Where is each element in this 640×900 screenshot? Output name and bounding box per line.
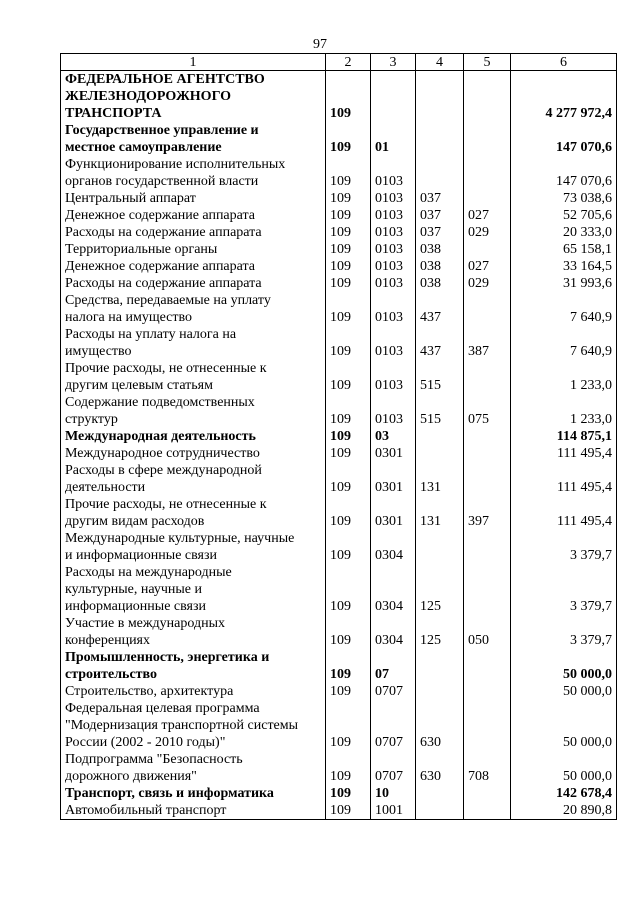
amount-cell: 111 495,4 bbox=[511, 462, 617, 496]
ministry-code-cell: 109 bbox=[326, 258, 371, 275]
table-row bbox=[61, 258, 617, 275]
expense-type-cell: 387 bbox=[464, 326, 511, 360]
section-code-cell: 0103 bbox=[371, 292, 416, 326]
row-name-cell: Федеральная целевая программа "Модернизация транспортной системы России (2002 - 2010 годы)" bbox=[61, 700, 326, 751]
expense-type-cell bbox=[464, 156, 511, 190]
page-number: 97 bbox=[313, 37, 327, 52]
column-header: 6 bbox=[511, 54, 617, 71]
section-code-cell: 0103 bbox=[371, 207, 416, 224]
target-article-cell bbox=[416, 445, 464, 462]
amount-cell: 1 233,0 bbox=[511, 360, 617, 394]
target-article-cell: 038 bbox=[416, 258, 464, 275]
expense-type-cell bbox=[464, 292, 511, 326]
amount-cell: 147 070,6 bbox=[511, 122, 617, 156]
row-name-cell: Международное сотрудничество bbox=[61, 445, 326, 462]
row-name-cell: Расходы в сфере международной деятельности bbox=[61, 462, 326, 496]
ministry-code-cell: 109 bbox=[326, 564, 371, 615]
table-row bbox=[61, 564, 617, 615]
expense-type-cell: 027 bbox=[464, 258, 511, 275]
amount-cell: 7 640,9 bbox=[511, 292, 617, 326]
section-code-cell: 0103 bbox=[371, 275, 416, 292]
section-code-cell: 0707 bbox=[371, 751, 416, 785]
target-article-cell: 437 bbox=[416, 292, 464, 326]
target-article-cell bbox=[416, 122, 464, 156]
ministry-code-cell: 109 bbox=[326, 496, 371, 530]
expense-type-cell bbox=[464, 683, 511, 700]
target-article-cell bbox=[416, 649, 464, 683]
section-code-cell: 0103 bbox=[371, 241, 416, 258]
amount-cell: 114 875,1 bbox=[511, 428, 617, 445]
row-name-cell: Прочие расходы, не отнесенные к другим видам расходов bbox=[61, 496, 326, 530]
ministry-code-cell: 109 bbox=[326, 700, 371, 751]
amount-cell: 142 678,4 bbox=[511, 785, 617, 802]
ministry-code-cell: 109 bbox=[326, 241, 371, 258]
section-code-cell: 0304 bbox=[371, 564, 416, 615]
row-name-cell: Денежное содержание аппарата bbox=[61, 207, 326, 224]
ministry-code-cell: 109 bbox=[326, 207, 371, 224]
section-code-cell: 10 bbox=[371, 785, 416, 802]
amount-cell: 33 164,5 bbox=[511, 258, 617, 275]
table-row bbox=[61, 394, 617, 428]
ministry-code-cell: 109 bbox=[326, 445, 371, 462]
target-article-cell bbox=[416, 785, 464, 802]
ministry-code-cell: 109 bbox=[326, 326, 371, 360]
table-row bbox=[61, 649, 617, 683]
column-header: 4 bbox=[416, 54, 464, 71]
section-code-cell: 0103 bbox=[371, 326, 416, 360]
table-row bbox=[61, 615, 617, 649]
table-row bbox=[61, 785, 617, 802]
expense-type-cell: 027 bbox=[464, 207, 511, 224]
ministry-code-cell: 109 bbox=[326, 122, 371, 156]
target-article-cell: 038 bbox=[416, 241, 464, 258]
amount-cell: 4 277 972,4 bbox=[511, 71, 617, 123]
row-name-cell: Международная деятельность bbox=[61, 428, 326, 445]
expense-type-cell bbox=[464, 445, 511, 462]
expense-type-cell bbox=[464, 241, 511, 258]
ministry-code-cell: 109 bbox=[326, 649, 371, 683]
row-name-cell: Строительство, архитектура bbox=[61, 683, 326, 700]
target-article-cell bbox=[416, 802, 464, 820]
expense-type-cell bbox=[464, 649, 511, 683]
table-row bbox=[61, 700, 617, 751]
table-row bbox=[61, 462, 617, 496]
amount-cell: 3 379,7 bbox=[511, 615, 617, 649]
ministry-code-cell: 109 bbox=[326, 615, 371, 649]
target-article-cell bbox=[416, 683, 464, 700]
table-row bbox=[61, 428, 617, 445]
ministry-code-cell: 109 bbox=[326, 394, 371, 428]
table-row bbox=[61, 156, 617, 190]
table-row bbox=[61, 122, 617, 156]
expense-type-cell bbox=[464, 564, 511, 615]
amount-cell: 1 233,0 bbox=[511, 394, 617, 428]
amount-cell: 111 495,4 bbox=[511, 496, 617, 530]
row-name-cell: Международные культурные, научные и информационные связи bbox=[61, 530, 326, 564]
target-article-cell: 131 bbox=[416, 496, 464, 530]
expense-type-cell bbox=[464, 122, 511, 156]
section-code-cell: 01 bbox=[371, 122, 416, 156]
expense-type-cell bbox=[464, 462, 511, 496]
row-name-cell: Денежное содержание аппарата bbox=[61, 258, 326, 275]
amount-cell: 3 379,7 bbox=[511, 530, 617, 564]
column-header: 1 bbox=[61, 54, 326, 71]
section-code-cell: 0707 bbox=[371, 700, 416, 751]
ministry-code-cell: 109 bbox=[326, 428, 371, 445]
table-row bbox=[61, 326, 617, 360]
amount-cell: 111 495,4 bbox=[511, 445, 617, 462]
amount-cell: 50 000,0 bbox=[511, 751, 617, 785]
section-code-cell: 0103 bbox=[371, 190, 416, 207]
table-row bbox=[61, 683, 617, 700]
amount-cell: 50 000,0 bbox=[511, 683, 617, 700]
row-name-cell: Функционирование исполнительных органов государственной власти bbox=[61, 156, 326, 190]
section-code-cell: 0103 bbox=[371, 394, 416, 428]
section-code-cell: 07 bbox=[371, 649, 416, 683]
target-article-cell: 515 bbox=[416, 360, 464, 394]
target-article-cell bbox=[416, 156, 464, 190]
section-code-cell: 0304 bbox=[371, 530, 416, 564]
target-article-cell: 037 bbox=[416, 224, 464, 241]
target-article-cell: 038 bbox=[416, 275, 464, 292]
expense-type-cell: 050 bbox=[464, 615, 511, 649]
section-code-cell: 1001 bbox=[371, 802, 416, 820]
table-row bbox=[61, 802, 617, 820]
row-name-cell: Расходы на содержание аппарата bbox=[61, 275, 326, 292]
row-name-cell: Средства, передаваемые на уплату налога на имущество bbox=[61, 292, 326, 326]
row-name-cell: Подпрограмма "Безопасность дорожного движения" bbox=[61, 751, 326, 785]
row-name-cell: Транспорт, связь и информатика bbox=[61, 785, 326, 802]
table-row bbox=[61, 207, 617, 224]
expense-type-cell bbox=[464, 360, 511, 394]
row-name-cell: Расходы на международные культурные, научные и информационные связи bbox=[61, 564, 326, 615]
ministry-code-cell: 109 bbox=[326, 292, 371, 326]
ministry-code-cell: 109 bbox=[326, 71, 371, 123]
ministry-code-cell: 109 bbox=[326, 802, 371, 820]
target-article-cell: 515 bbox=[416, 394, 464, 428]
amount-cell: 65 158,1 bbox=[511, 241, 617, 258]
ministry-code-cell: 109 bbox=[326, 683, 371, 700]
row-name-cell: Промышленность, энергетика и строительство bbox=[61, 649, 326, 683]
section-code-cell: 0103 bbox=[371, 224, 416, 241]
expense-type-cell: 029 bbox=[464, 275, 511, 292]
row-name-cell: Расходы на уплату налога на имущество bbox=[61, 326, 326, 360]
amount-cell: 52 705,6 bbox=[511, 207, 617, 224]
row-name-cell: Автомобильный транспорт bbox=[61, 802, 326, 820]
amount-cell: 7 640,9 bbox=[511, 326, 617, 360]
table-header bbox=[61, 54, 617, 71]
expense-type-cell bbox=[464, 190, 511, 207]
ministry-code-cell: 109 bbox=[326, 751, 371, 785]
amount-cell: 50 000,0 bbox=[511, 700, 617, 751]
target-article-cell: 037 bbox=[416, 190, 464, 207]
amount-cell: 31 993,6 bbox=[511, 275, 617, 292]
ministry-code-cell: 109 bbox=[326, 785, 371, 802]
table-row bbox=[61, 71, 617, 123]
amount-cell: 20 333,0 bbox=[511, 224, 617, 241]
section-code-cell: 0103 bbox=[371, 360, 416, 394]
expense-type-cell bbox=[464, 71, 511, 123]
ministry-code-cell: 109 bbox=[326, 530, 371, 564]
row-name-cell: Территориальные органы bbox=[61, 241, 326, 258]
ministry-code-cell: 109 bbox=[326, 462, 371, 496]
column-header: 3 bbox=[371, 54, 416, 71]
row-name-cell: Государственное управление и местное самоуправление bbox=[61, 122, 326, 156]
target-article-cell: 125 bbox=[416, 615, 464, 649]
amount-cell: 3 379,7 bbox=[511, 564, 617, 615]
section-code-cell: 0301 bbox=[371, 462, 416, 496]
expense-type-cell: 075 bbox=[464, 394, 511, 428]
target-article-cell: 131 bbox=[416, 462, 464, 496]
expense-type-cell: 708 bbox=[464, 751, 511, 785]
expense-type-cell bbox=[464, 530, 511, 564]
table-row bbox=[61, 496, 617, 530]
section-code-cell: 0707 bbox=[371, 683, 416, 700]
section-code-cell bbox=[371, 71, 416, 123]
table-row bbox=[61, 275, 617, 292]
expense-type-cell bbox=[464, 802, 511, 820]
amount-cell: 20 890,8 bbox=[511, 802, 617, 820]
table-row bbox=[61, 360, 617, 394]
table-row bbox=[61, 190, 617, 207]
row-name-cell: Центральный аппарат bbox=[61, 190, 326, 207]
budget-table bbox=[60, 53, 617, 820]
expense-type-cell bbox=[464, 700, 511, 751]
section-code-cell: 0301 bbox=[371, 496, 416, 530]
table-row bbox=[61, 445, 617, 462]
amount-cell: 73 038,6 bbox=[511, 190, 617, 207]
column-header: 5 bbox=[464, 54, 511, 71]
expense-type-cell: 397 bbox=[464, 496, 511, 530]
section-code-cell: 0301 bbox=[371, 445, 416, 462]
section-code-cell: 0304 bbox=[371, 615, 416, 649]
row-name-cell: Участие в международных конференциях bbox=[61, 615, 326, 649]
target-article-cell: 630 bbox=[416, 751, 464, 785]
row-name-cell: Расходы на содержание аппарата bbox=[61, 224, 326, 241]
ministry-code-cell: 109 bbox=[326, 190, 371, 207]
section-code-cell: 0103 bbox=[371, 258, 416, 275]
target-article-cell: 630 bbox=[416, 700, 464, 751]
target-article-cell: 037 bbox=[416, 207, 464, 224]
ministry-code-cell: 109 bbox=[326, 156, 371, 190]
ministry-code-cell: 109 bbox=[326, 224, 371, 241]
expense-type-cell bbox=[464, 428, 511, 445]
table-row bbox=[61, 224, 617, 241]
table-row bbox=[61, 751, 617, 785]
expense-type-cell: 029 bbox=[464, 224, 511, 241]
section-code-cell: 0103 bbox=[371, 156, 416, 190]
row-name-cell: ФЕДЕРАЛЬНОЕ АГЕНТСТВО ЖЕЛЕЗНОДОРОЖНОГО ТРАНСПОРТА bbox=[61, 71, 326, 123]
table-body bbox=[61, 71, 617, 820]
expense-type-cell bbox=[464, 785, 511, 802]
target-article-cell bbox=[416, 530, 464, 564]
row-name-cell: Содержание подведомственных структур bbox=[61, 394, 326, 428]
amount-cell: 50 000,0 bbox=[511, 649, 617, 683]
row-name-cell: Прочие расходы, не отнесенные к другим целевым статьям bbox=[61, 360, 326, 394]
target-article-cell: 125 bbox=[416, 564, 464, 615]
target-article-cell bbox=[416, 428, 464, 445]
ministry-code-cell: 109 bbox=[326, 360, 371, 394]
target-article-cell: 437 bbox=[416, 326, 464, 360]
ministry-code-cell: 109 bbox=[326, 275, 371, 292]
table-row bbox=[61, 292, 617, 326]
target-article-cell bbox=[416, 71, 464, 123]
table-row bbox=[61, 241, 617, 258]
amount-cell: 147 070,6 bbox=[511, 156, 617, 190]
header-row bbox=[61, 54, 617, 71]
table-row bbox=[61, 530, 617, 564]
column-header: 2 bbox=[326, 54, 371, 71]
section-code-cell: 03 bbox=[371, 428, 416, 445]
